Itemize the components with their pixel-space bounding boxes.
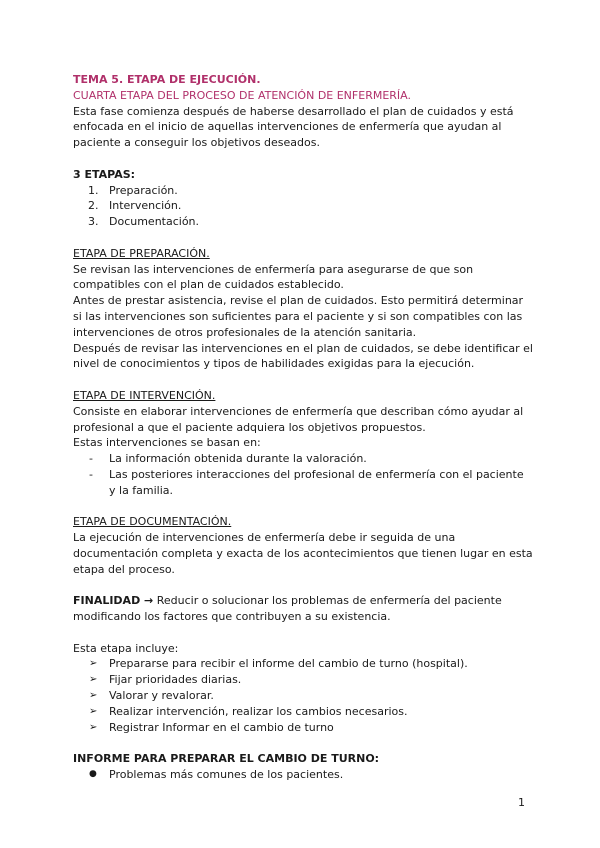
list-item: [73, 656, 533, 672]
document-subtitle: CUARTA ETAPA DEL PROCESO DE ATENCIÓN DE ENFERMERÍA.: [73, 88, 411, 102]
arrow-icon: ➢: [89, 674, 98, 686]
list-item-text: Problemas más comunes de los pacientes.: [109, 768, 344, 782]
list-item-text: La información obtenida durante la valoración.: [109, 452, 367, 466]
list-number: 1.: [88, 183, 99, 197]
page-number: 1: [518, 796, 525, 809]
preparacion-paragraph: Después de revisar las intervenciones en el plan de cuidados, se debe identificar el nivel de conocimientos y tipos de habilidades exigidas para la ejecución.: [73, 341, 533, 371]
incluye-list: [73, 656, 533, 735]
intervencion-heading: ETAPA DE INTERVENCIÓN.: [73, 388, 216, 402]
arrow-icon: ➢: [89, 658, 98, 670]
document-title: TEMA 5. ETAPA DE EJECUCIÓN.: [73, 73, 261, 86]
list-item-text: Las posteriores interacciones del profesional de enfermería con el paciente y la familia.: [109, 467, 524, 497]
arrow-icon: ➢: [89, 690, 98, 702]
list-item: [73, 672, 533, 688]
list-item: [73, 767, 533, 783]
list-item: [73, 198, 533, 214]
list-item-text: Intervención.: [109, 199, 182, 213]
list-item-text: Fijar prioridades diarias.: [109, 673, 242, 687]
preparacion-paragraph: Se revisan las intervenciones de enfermería para asegurarse de que son compatibles con el plan de cuidados establecido.: [73, 262, 474, 292]
list-item-text: Documentación.: [109, 215, 200, 229]
list-item: [73, 467, 533, 499]
list-item-text: Preparación.: [109, 183, 178, 197]
list-number: 3.: [88, 215, 99, 229]
list-item: [73, 214, 533, 230]
documentacion-heading: ETAPA DE DOCUMENTACIÓN.: [73, 515, 232, 529]
finalidad-paragraph: [73, 593, 533, 625]
list-item-text: Prepararse para recibir el informe del cambio de turno (hospital).: [109, 657, 468, 671]
list-item: [73, 704, 533, 720]
list-item-text: Valorar y revalorar.: [109, 689, 214, 703]
dash-marker: -: [89, 467, 93, 481]
arrow-icon: ➢: [89, 705, 98, 717]
dash-marker: -: [89, 452, 93, 466]
intro-paragraph: Esta fase comienza después de haberse desarrollado el plan de cuidados y está enfocada en el inicio de aquellas intervenciones de enfermería que ayudan al paciente a conseguir los objetivos deseados.: [73, 104, 514, 150]
bullet-icon: ●: [89, 769, 97, 780]
intervencion-paragraph: Estas intervenciones se basan en:: [73, 436, 261, 450]
preparacion-paragraph: Antes de prestar asistencia, revise el plan de cuidados. Esto permitirá determinar si las intervenciones son suficientes para el paciente y si son compatibles con las intervenciones de otros profesionales de la atención sanitaria.: [73, 294, 524, 339]
informe-heading: INFORME PARA PREPARAR EL CAMBIO DE TURNO:: [73, 752, 380, 766]
documentacion-paragraph: La ejecución de intervenciones de enfermería debe ir seguida de una documentación completa y exacta de los acontecimientos que tienen lugar en esta etapa del proceso.: [73, 531, 533, 576]
list-item: [73, 688, 533, 704]
document-page: [73, 72, 533, 783]
etapas-list: [73, 183, 533, 230]
preparacion-heading: ETAPA DE PREPARACIÓN.: [73, 246, 210, 260]
intervencion-paragraph: Consiste en elaborar intervenciones de enfermería que describan cómo ayudar al profesional a que el paciente adquiera los objetivos propuestos.: [73, 404, 524, 434]
informe-list: [73, 767, 533, 783]
list-item: [73, 720, 533, 736]
list-item-text: Registrar Informar en el cambio de turno: [109, 720, 334, 734]
finalidad-label: FINALIDAD →: [73, 594, 154, 608]
intervencion-list: [73, 451, 533, 498]
list-number: 2.: [88, 199, 99, 213]
list-item-text: Realizar intervención, realizar los cambios necesarios.: [109, 704, 408, 718]
incluye-intro: Esta etapa incluye:: [73, 641, 179, 655]
arrow-icon: ➢: [89, 721, 98, 733]
list-item: [73, 183, 533, 199]
list-item: [73, 451, 533, 467]
etapas-label: 3 ETAPAS:: [73, 167, 136, 181]
finalidad-text: Reducir o solucionar los problemas de enfermería del paciente modificando los factores que contribuyen a su existencia.: [73, 594, 502, 624]
